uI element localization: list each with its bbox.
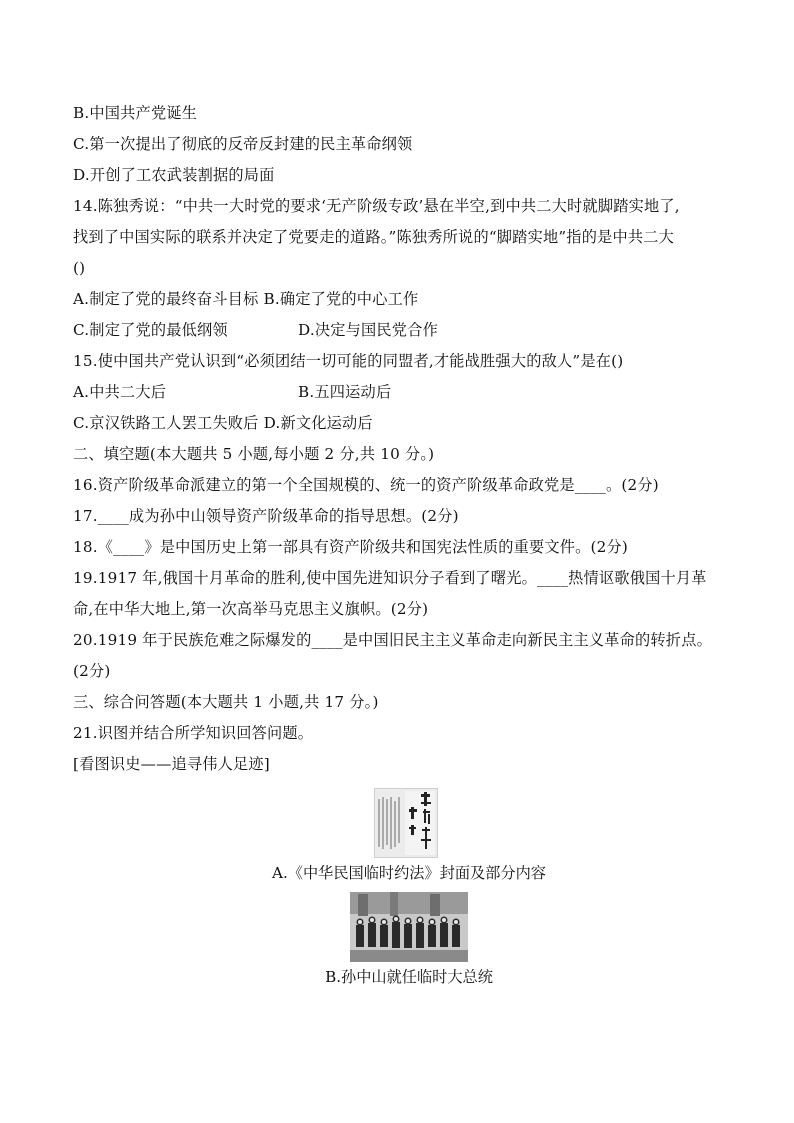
option-c-line: C.第一次提出了彻底的反帝反封建的民主革命纲领 [73,135,413,153]
question-15-options-1 [73,377,763,408]
option-b-line: B.中国共产党诞生 [73,104,198,122]
inauguration-photo-drawing [350,892,468,962]
constitution-cover-image [374,788,438,858]
question-15: 15.使中国共产党认识到“必须团结一切可能的同盟者,才能战胜强大的敌人”是在() [73,352,624,370]
question-15-options-2: C.京汉铁路工人罢工失败后 D.新文化运动后 [73,414,373,432]
question-18: 18.《____》是中国历史上第一部具有资产阶级共和国宪法性质的重要文件。(2分) [73,538,629,556]
question-17: 17.____成为孙中山领导资产阶级革命的指导思想。(2分) [73,507,459,525]
question-14-line-1: 14.陈独秀说：“中共一大时党的要求‘无产阶级专政’悬在半空,到中共二大时就脚踏实地了, [73,197,680,215]
question-15-option-a: A.中共二大后 [73,383,167,401]
question-14-line-3: () [73,259,86,277]
question-14-options-1: A.制定了党的最终奋斗目标 B.确定了党的中心工作 [73,290,419,308]
section-2-heading: 二、填空题(本大题共 5 小题,每小题 2 分,共 10 分。) [73,445,435,463]
figure-subtitle: [看图识史——追寻伟人足迹] [73,755,270,773]
question-20-line-1: 20.1919 年于民族危难之际爆发的____是中国旧民主主义革命走向新民主主义革命的转折点。 [73,631,712,649]
figure-a-caption: A.《中华民国临时约法》封面及部分内容 [272,864,546,882]
question-16: 16.资产阶级革命派建立的第一个全国规模的、统一的资产阶级革命政党是____。(2分) [73,476,659,494]
question-14-line-2: 找到了中国实际的联系并决定了党要走的道路。”陈独秀所说的“脚踏实地”指的是中共二大 [73,228,675,246]
question-21: 21.识图并结合所学知识回答问题。 [73,724,314,742]
option-d-line: D.开创了工农武装割据的局面 [73,166,275,184]
section-3-heading: 三、综合问答题(本大题共 1 小题,共 17 分。) [73,693,379,711]
constitution-cover-drawing [375,789,437,857]
question-14-option-d: D.决定与国民党合作 [298,321,438,339]
document-page [73,98,763,992]
question-19-line-1: 19.1917 年,俄国十月革命的胜利,使中国先进知识分子看到了曙光。____热情讴歌俄国十月革 [73,569,707,587]
question-15-option-b: B.五四运动后 [298,383,392,401]
figure-group [73,780,763,992]
question-19-line-2: 命,在中华大地上,第一次高举马克思主义旗帜。(2分) [73,600,429,618]
figure-b-caption: B.孙中山就任临时大总统 [325,968,493,986]
question-20-line-2: (2分) [73,662,111,680]
question-14-option-c: C.制定了党的最低纲领 [73,321,228,339]
question-14-options-2 [73,315,763,346]
inauguration-photo [350,892,468,962]
